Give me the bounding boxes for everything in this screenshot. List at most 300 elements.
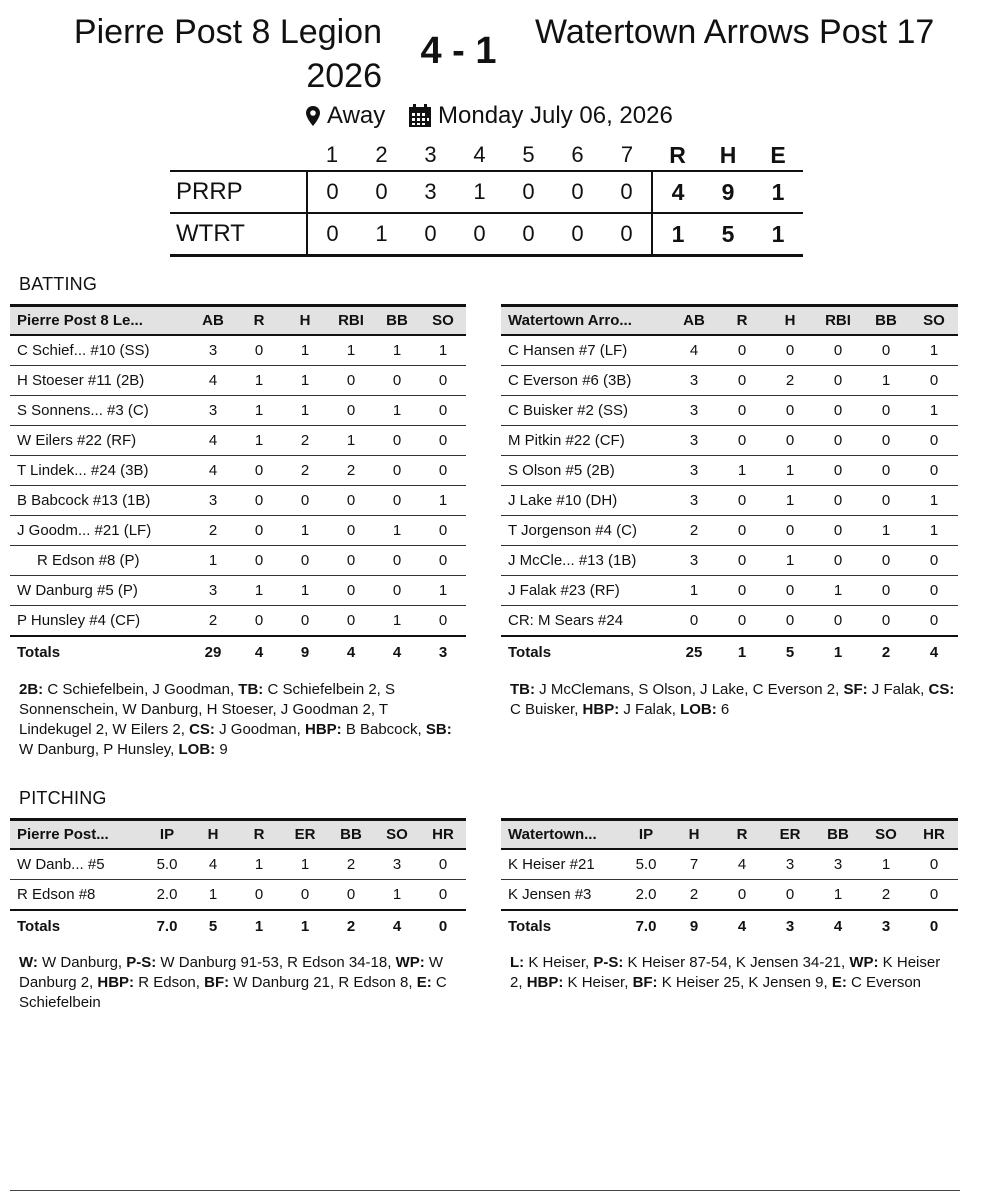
player-stat: 0 bbox=[328, 366, 374, 396]
player-row bbox=[10, 880, 466, 911]
player-stat: 1 bbox=[814, 576, 862, 606]
player-stat: 1 bbox=[236, 576, 282, 606]
stat-column-header: SO bbox=[910, 306, 958, 336]
inning-runs: 0 bbox=[504, 213, 553, 256]
player-stat: 0 bbox=[766, 606, 814, 637]
player-stat: 2 bbox=[190, 516, 236, 546]
player-stat: 1 bbox=[236, 366, 282, 396]
player-row bbox=[10, 516, 466, 546]
player-stat: 0 bbox=[236, 606, 282, 637]
player-stat: 0 bbox=[670, 606, 718, 637]
away-team-name: Watertown Arrows Post 17 bbox=[535, 13, 935, 51]
inning-header: 6 bbox=[571, 142, 584, 167]
game-location bbox=[305, 101, 385, 131]
player-stat: 0 bbox=[814, 366, 862, 396]
inning-runs: 3 bbox=[406, 171, 455, 213]
player-stat: 0 bbox=[374, 576, 420, 606]
inning-header: 5 bbox=[522, 142, 535, 167]
note-value: J Falak, bbox=[867, 681, 929, 698]
player-stat: 0 bbox=[420, 366, 466, 396]
player-name: C Buisker #2 (SS) bbox=[501, 396, 670, 426]
note-key: L: bbox=[510, 954, 525, 971]
team-column-header: Watertown Arro... bbox=[501, 306, 670, 336]
date-label: Monday July 06, 2026 bbox=[438, 102, 673, 129]
player-stat: 1 bbox=[814, 880, 862, 911]
player-row bbox=[10, 606, 466, 637]
stat-column-header: IP bbox=[144, 820, 190, 850]
player-stat: 0 bbox=[718, 486, 766, 516]
team-column-header: Pierre Post 8 Le... bbox=[10, 306, 190, 336]
total-hits: 9 bbox=[703, 171, 753, 213]
player-stat: 4 bbox=[670, 335, 718, 366]
stat-column-header: AB bbox=[670, 306, 718, 336]
note-value: W Danburg, bbox=[37, 954, 127, 971]
player-stat: 1 bbox=[420, 576, 466, 606]
player-stat: 1 bbox=[374, 606, 420, 637]
player-stat: 3 bbox=[190, 486, 236, 516]
note-value: C Buisker, bbox=[510, 701, 583, 718]
total-stat: 9 bbox=[300, 643, 310, 661]
totals-label: Totals bbox=[17, 917, 61, 935]
player-stat: 1 bbox=[282, 396, 328, 426]
inning-runs: 0 bbox=[307, 171, 357, 213]
pitching-section-title: PITCHING bbox=[19, 788, 107, 808]
note-value: B Babcock, bbox=[341, 721, 426, 738]
team-column-header: Pierre Post... bbox=[10, 820, 144, 850]
note-value: K Heiser 87-54, K Jensen 34-21, bbox=[623, 954, 850, 971]
line-score-header bbox=[170, 140, 803, 171]
player-stat: 2 bbox=[670, 516, 718, 546]
note-key: P-S: bbox=[126, 954, 157, 971]
player-stat: 0 bbox=[236, 335, 282, 366]
player-stat: 0 bbox=[814, 396, 862, 426]
player-stat: 0 bbox=[236, 546, 282, 576]
player-stat: 3 bbox=[670, 396, 718, 426]
stat-column-header: H bbox=[282, 306, 328, 336]
player-stat: 0 bbox=[766, 576, 814, 606]
home-batting-notes bbox=[19, 680, 464, 760]
note-key: CS: bbox=[189, 721, 215, 738]
stat-column-header: HR bbox=[910, 820, 958, 850]
player-stat: 4 bbox=[190, 456, 236, 486]
note-key: BF: bbox=[204, 974, 230, 991]
player-row bbox=[501, 576, 958, 606]
player-stat: 0 bbox=[862, 606, 910, 637]
player-stat: 0 bbox=[862, 576, 910, 606]
player-stat: 0 bbox=[718, 880, 766, 911]
player-stat: 2 bbox=[766, 366, 814, 396]
player-stat: 2 bbox=[282, 456, 328, 486]
stat-column-header: H bbox=[670, 820, 718, 850]
player-stat: 1 bbox=[374, 396, 420, 426]
player-stat: 0 bbox=[766, 426, 814, 456]
total-stat: 29 bbox=[204, 643, 222, 661]
total-stat: 4 bbox=[737, 917, 747, 935]
player-stat: 3 bbox=[190, 576, 236, 606]
total-stat: 0 bbox=[929, 917, 939, 935]
player-stat: 2.0 bbox=[144, 880, 190, 911]
calendar-icon bbox=[408, 104, 432, 128]
player-row bbox=[501, 366, 958, 396]
note-key: WP: bbox=[395, 954, 425, 971]
pitching-totals-row bbox=[10, 910, 466, 941]
player-stat: 5.0 bbox=[622, 849, 670, 880]
batting-totals-row bbox=[501, 636, 958, 667]
player-stat: 1 bbox=[374, 516, 420, 546]
total-stat: 25 bbox=[685, 643, 703, 661]
player-stat: 0 bbox=[766, 516, 814, 546]
player-name: J Falak #23 (RF) bbox=[501, 576, 670, 606]
player-stat: 3 bbox=[190, 335, 236, 366]
player-stat: 0 bbox=[718, 426, 766, 456]
note-value: W Danburg 21, R Edson 8, bbox=[229, 974, 417, 991]
away-batting-notes bbox=[510, 680, 955, 720]
player-stat: 4 bbox=[190, 849, 236, 880]
player-stat: 1 bbox=[718, 456, 766, 486]
player-stat: 0 bbox=[910, 880, 958, 911]
player-name: R Edson #8 (P) bbox=[10, 546, 190, 576]
total-stat: 3 bbox=[881, 917, 891, 935]
stat-column-header: BB bbox=[374, 306, 420, 336]
inning-runs: 1 bbox=[357, 213, 406, 256]
inning-runs: 0 bbox=[406, 213, 455, 256]
note-key: E: bbox=[831, 974, 847, 991]
player-name: C Everson #6 (3B) bbox=[501, 366, 670, 396]
player-name: W Danburg #5 (P) bbox=[10, 576, 190, 606]
player-stat: 1 bbox=[766, 546, 814, 576]
player-name: T Jorgenson #4 (C) bbox=[501, 516, 670, 546]
pitching-totals-row bbox=[501, 910, 958, 941]
line-score-table bbox=[170, 140, 803, 257]
batting-header-row bbox=[501, 306, 958, 336]
home-pitching-table bbox=[10, 818, 466, 941]
note-value: C Schiefelbein, J Goodman, bbox=[43, 681, 239, 698]
player-stat: 2 bbox=[328, 456, 374, 486]
player-name: J Lake #10 (DH) bbox=[501, 486, 670, 516]
player-stat: 0 bbox=[718, 366, 766, 396]
player-stat: 3 bbox=[374, 849, 420, 880]
player-stat: 4 bbox=[190, 426, 236, 456]
total-stat: 2 bbox=[881, 643, 891, 661]
player-stat: 1 bbox=[862, 516, 910, 546]
player-stat: 0 bbox=[282, 486, 328, 516]
player-stat: 1 bbox=[766, 486, 814, 516]
note-key: HBP: bbox=[97, 974, 135, 991]
note-value: K Heiser 25, K Jensen 9, bbox=[657, 974, 832, 991]
player-stat: 3 bbox=[670, 486, 718, 516]
player-name: J Goodm... #21 (LF) bbox=[10, 516, 190, 546]
total-runs: 4 bbox=[652, 171, 703, 213]
totals-label: Totals bbox=[508, 643, 552, 661]
stat-column-header: SO bbox=[862, 820, 910, 850]
player-stat: 3 bbox=[190, 396, 236, 426]
player-stat: 0 bbox=[420, 456, 466, 486]
batting-section-title: BATTING bbox=[19, 274, 98, 294]
player-stat: 0 bbox=[282, 606, 328, 637]
player-stat: 0 bbox=[718, 396, 766, 426]
inning-header: 1 bbox=[325, 142, 339, 167]
player-stat: 0 bbox=[862, 396, 910, 426]
team-column-header: Watertown... bbox=[501, 820, 622, 850]
player-stat: 3 bbox=[670, 456, 718, 486]
player-stat: 0 bbox=[420, 849, 466, 880]
stat-column-header: R bbox=[718, 820, 766, 850]
player-stat: 0 bbox=[910, 456, 958, 486]
inning-runs: 0 bbox=[357, 171, 406, 213]
stat-column-header: AB bbox=[190, 306, 236, 336]
player-stat: 1 bbox=[282, 516, 328, 546]
inning-runs: 0 bbox=[602, 213, 652, 256]
player-stat: 0 bbox=[236, 456, 282, 486]
stat-column-header: BB bbox=[862, 306, 910, 336]
note-key: WP: bbox=[849, 954, 879, 971]
player-stat: 2.0 bbox=[622, 880, 670, 911]
player-stat: 0 bbox=[814, 426, 862, 456]
note-value: K Heiser 2, bbox=[510, 954, 941, 991]
player-stat: 0 bbox=[718, 546, 766, 576]
player-name: C Schief... #10 (SS) bbox=[10, 335, 190, 366]
note-key: LOB: bbox=[680, 701, 717, 718]
player-name: H Stoeser #11 (2B) bbox=[10, 366, 190, 396]
note-key: CS: bbox=[928, 681, 955, 698]
team-abbrev: PRRP bbox=[170, 171, 307, 213]
stat-column-header: RBI bbox=[328, 306, 374, 336]
player-name: B Babcock #13 (1B) bbox=[10, 486, 190, 516]
player-stat: 0 bbox=[910, 576, 958, 606]
stat-column-header: HR bbox=[420, 820, 466, 850]
player-stat: 0 bbox=[910, 849, 958, 880]
player-row bbox=[10, 486, 466, 516]
player-stat: 0 bbox=[862, 456, 910, 486]
game-date bbox=[408, 101, 673, 131]
inning-runs: 0 bbox=[455, 213, 504, 256]
player-stat: 1 bbox=[766, 456, 814, 486]
player-stat: 0 bbox=[862, 426, 910, 456]
player-stat: 0 bbox=[328, 486, 374, 516]
player-stat: 0 bbox=[236, 880, 282, 911]
note-value: C Schiefelbein 2, S Sonnenschein, W Danburg, H Stoeser, J Goodman 2, T Lindekugel 2, W Eilers 2, bbox=[19, 681, 396, 738]
pitching-header-row bbox=[10, 820, 466, 850]
total-stat: 7.0 bbox=[156, 917, 178, 935]
note-key: P-S: bbox=[593, 954, 624, 971]
player-stat: 0 bbox=[420, 546, 466, 576]
player-stat: 0 bbox=[328, 396, 374, 426]
batting-totals-row bbox=[10, 636, 466, 667]
total-runs: 1 bbox=[652, 213, 703, 256]
stat-column-header: BB bbox=[328, 820, 374, 850]
player-name: T Lindek... #24 (3B) bbox=[10, 456, 190, 486]
note-key: E: bbox=[416, 974, 432, 991]
away-batting-rows bbox=[501, 335, 958, 636]
player-stat: 0 bbox=[718, 335, 766, 366]
inning-header: 7 bbox=[620, 142, 634, 167]
player-row bbox=[501, 486, 958, 516]
total-errors: 1 bbox=[753, 213, 803, 256]
player-stat: 0 bbox=[282, 546, 328, 576]
note-key: TB: bbox=[510, 681, 535, 698]
total-stat: 4 bbox=[833, 917, 843, 935]
player-row bbox=[501, 880, 958, 911]
player-stat: 0 bbox=[374, 366, 420, 396]
player-stat: 3 bbox=[814, 849, 862, 880]
player-name: R Edson #8 bbox=[10, 880, 144, 911]
totals-label: Totals bbox=[17, 643, 61, 661]
player-stat: 0 bbox=[814, 606, 862, 637]
player-stat: 1 bbox=[328, 335, 374, 366]
player-stat: 0 bbox=[236, 486, 282, 516]
total-stat: 7.0 bbox=[635, 917, 657, 935]
player-stat: 0 bbox=[420, 606, 466, 637]
away-batting-table bbox=[501, 304, 958, 667]
home-team-name: Pierre Post 8 Legion 2026 bbox=[73, 13, 382, 95]
total-stat: 1 bbox=[833, 643, 843, 661]
player-row bbox=[501, 849, 958, 880]
player-stat: 0 bbox=[420, 516, 466, 546]
player-stat: 1 bbox=[910, 335, 958, 366]
player-stat: 1 bbox=[190, 546, 236, 576]
player-stat: 0 bbox=[814, 516, 862, 546]
player-stat: 0 bbox=[862, 486, 910, 516]
inning-runs: 0 bbox=[504, 171, 553, 213]
player-stat: 0 bbox=[718, 576, 766, 606]
note-value: J McClemans, S Olson, J Lake, C Everson 2, bbox=[535, 681, 844, 698]
player-stat: 0 bbox=[374, 486, 420, 516]
player-stat: 1 bbox=[236, 426, 282, 456]
total-stat: 1 bbox=[737, 643, 747, 661]
inning-header: 2 bbox=[375, 142, 388, 167]
home-pitching-rows bbox=[10, 849, 466, 910]
player-stat: 1 bbox=[910, 516, 958, 546]
line-score-row-away bbox=[170, 213, 803, 256]
total-stat: 4 bbox=[346, 643, 356, 661]
player-row bbox=[501, 335, 958, 366]
total-stat: 4 bbox=[392, 643, 402, 661]
location-pin-icon bbox=[305, 105, 321, 127]
stat-column-header: IP bbox=[622, 820, 670, 850]
player-stat: 1 bbox=[236, 396, 282, 426]
player-stat: 0 bbox=[718, 516, 766, 546]
total-stat: 3 bbox=[785, 917, 795, 935]
player-row bbox=[10, 849, 466, 880]
player-name: J McCle... #13 (1B) bbox=[501, 546, 670, 576]
player-row bbox=[10, 366, 466, 396]
inning-runs: 0 bbox=[553, 213, 602, 256]
player-stat: 0 bbox=[282, 880, 328, 911]
note-value: W Danburg 91-53, R Edson 34-18, bbox=[156, 954, 396, 971]
note-value: C Schiefelbein bbox=[19, 974, 447, 1011]
player-stat: 5.0 bbox=[144, 849, 190, 880]
errors-header: E bbox=[770, 141, 786, 168]
page-divider bbox=[10, 1190, 960, 1191]
player-stat: 1 bbox=[374, 880, 420, 911]
player-stat: 0 bbox=[420, 426, 466, 456]
player-name: W Danb... #5 bbox=[10, 849, 144, 880]
player-stat: 1 bbox=[282, 849, 328, 880]
player-stat: 1 bbox=[374, 335, 420, 366]
total-hits: 5 bbox=[703, 213, 753, 256]
stat-column-header: R bbox=[236, 306, 282, 336]
player-stat: 2 bbox=[862, 880, 910, 911]
total-stat: 5 bbox=[785, 643, 795, 661]
total-stat: 3 bbox=[438, 643, 448, 661]
player-stat: 2 bbox=[670, 880, 718, 911]
player-stat: 1 bbox=[420, 486, 466, 516]
inning-runs: 0 bbox=[602, 171, 652, 213]
player-row bbox=[501, 396, 958, 426]
player-stat: 1 bbox=[282, 366, 328, 396]
note-value: W Danburg, P Hunsley, bbox=[19, 741, 179, 758]
player-name: CR: M Sears #24 bbox=[501, 606, 670, 637]
player-stat: 3 bbox=[670, 366, 718, 396]
player-stat: 4 bbox=[190, 366, 236, 396]
player-stat: 0 bbox=[814, 335, 862, 366]
note-value: K Heiser, bbox=[563, 974, 633, 991]
player-stat: 1 bbox=[910, 486, 958, 516]
player-stat: 3 bbox=[766, 849, 814, 880]
player-stat: 0 bbox=[718, 606, 766, 637]
player-name: C Hansen #7 (LF) bbox=[501, 335, 670, 366]
inning-header: 3 bbox=[424, 142, 437, 167]
player-name: S Olson #5 (2B) bbox=[501, 456, 670, 486]
player-stat: 3 bbox=[670, 546, 718, 576]
inning-runs: 0 bbox=[307, 213, 357, 256]
player-stat: 0 bbox=[766, 880, 814, 911]
total-stat: 4 bbox=[929, 643, 939, 661]
player-name: K Jensen #3 bbox=[501, 880, 622, 911]
stat-column-header: H bbox=[766, 306, 814, 336]
player-stat: 1 bbox=[862, 849, 910, 880]
stat-column-header: R bbox=[236, 820, 282, 850]
player-name: P Hunsley #4 (CF) bbox=[10, 606, 190, 637]
away-pitching-table bbox=[501, 818, 958, 941]
note-value: 9 bbox=[215, 741, 228, 758]
player-stat: 0 bbox=[420, 880, 466, 911]
total-stat: 2 bbox=[346, 917, 356, 935]
player-stat: 0 bbox=[910, 546, 958, 576]
stat-column-header: R bbox=[718, 306, 766, 336]
stat-column-header: ER bbox=[282, 820, 328, 850]
note-value: W Danburg 2, bbox=[19, 954, 444, 991]
player-stat: 1 bbox=[282, 576, 328, 606]
player-stat: 4 bbox=[718, 849, 766, 880]
note-value: J Falak, bbox=[619, 701, 681, 718]
player-stat: 1 bbox=[862, 366, 910, 396]
final-score: 4 - 1 bbox=[420, 30, 497, 72]
player-stat: 0 bbox=[910, 606, 958, 637]
player-name: K Heiser #21 bbox=[501, 849, 622, 880]
player-stat: 2 bbox=[190, 606, 236, 637]
home-batting-table bbox=[10, 304, 466, 667]
inning-header: 4 bbox=[473, 142, 486, 167]
away-pitching-notes bbox=[510, 953, 955, 993]
player-stat: 0 bbox=[862, 335, 910, 366]
player-row bbox=[10, 396, 466, 426]
player-stat: 0 bbox=[236, 516, 282, 546]
player-stat: 0 bbox=[910, 366, 958, 396]
note-value: 6 bbox=[716, 701, 730, 718]
player-stat: 1 bbox=[910, 396, 958, 426]
total-stat: 1 bbox=[254, 917, 264, 935]
stat-column-header: RBI bbox=[814, 306, 862, 336]
home-pitching-notes bbox=[19, 953, 464, 1013]
total-stat: 5 bbox=[208, 917, 218, 935]
player-row bbox=[10, 335, 466, 366]
player-stat: 0 bbox=[328, 546, 374, 576]
player-row bbox=[10, 426, 466, 456]
player-name: W Eilers #22 (RF) bbox=[10, 426, 190, 456]
player-stat: 0 bbox=[328, 516, 374, 546]
total-stat: 4 bbox=[392, 917, 402, 935]
